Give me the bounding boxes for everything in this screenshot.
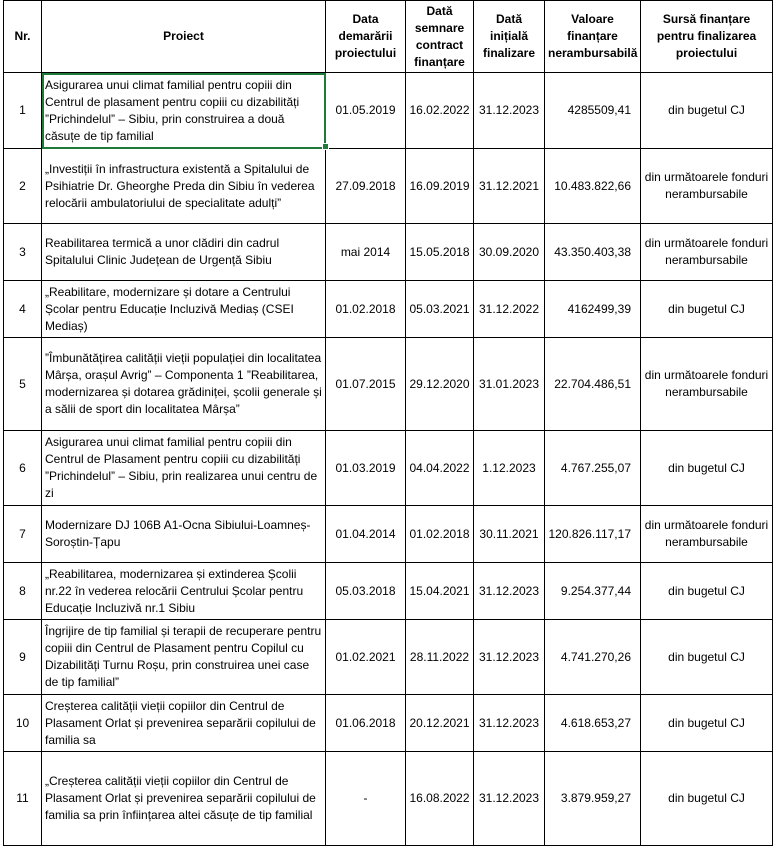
cell-valoare[interactable]: 3.879.959,27 bbox=[545, 752, 641, 846]
table-row bbox=[4, 431, 773, 506]
cell-data-semnare[interactable]: 20.12.2021 bbox=[406, 695, 474, 752]
cell-data-finalizare[interactable]: 31.01.2023 bbox=[474, 338, 545, 431]
cell-proiect[interactable]: Reabilitarea termică a unor clădiri din cadrul Spitalului Clinic Județean de Urgență Sibiu bbox=[42, 224, 326, 281]
cell-data-finalizare[interactable]: 31.12.2023 bbox=[474, 563, 545, 620]
header-sursa[interactable]: Sursă finanțare pentru finalizarea proiectului bbox=[641, 1, 773, 73]
cell-data-semnare[interactable]: 29.12.2020 bbox=[406, 338, 474, 431]
cell-sursa[interactable]: din următoarele fonduri nerambursabile bbox=[641, 149, 773, 224]
cell-nr[interactable]: 1 bbox=[4, 73, 42, 149]
cell-data-semnare[interactable]: 04.04.2022 bbox=[406, 431, 474, 506]
cell-data-finalizare[interactable]: 31.12.2022 bbox=[474, 281, 545, 338]
header-row bbox=[4, 1, 773, 73]
cell-data-semnare[interactable]: 05.03.2021 bbox=[406, 281, 474, 338]
cell-proiect[interactable]: ”Îmbunătățirea calității vieții populației din localitatea Mârșa, orașul Avrig” – Componenta 1 ”Reabilitarea, modernizarea și dotarea grădiniței, școlii generale și a sălii de sport din localitatea Mârșa” bbox=[42, 338, 326, 431]
cell-sursa[interactable]: din următoarele fonduri nerambursabile bbox=[641, 224, 773, 281]
cell-valoare[interactable]: 4.618.653,27 bbox=[545, 695, 641, 752]
cell-data-finalizare[interactable]: 1.12.2023 bbox=[474, 431, 545, 506]
table-row bbox=[4, 224, 773, 281]
cell-data-finalizare[interactable]: 31.12.2023 bbox=[474, 752, 545, 846]
header-data-demararii[interactable]: Data demarării proiectului bbox=[326, 1, 406, 73]
cell-sursa[interactable]: din bugetul CJ bbox=[641, 695, 773, 752]
cell-data-demararii[interactable]: mai 2014 bbox=[326, 224, 406, 281]
cell-data-finalizare[interactable]: 31.12.2023 bbox=[474, 695, 545, 752]
header-data-semnare[interactable]: Dată semnare contract finanțare bbox=[406, 1, 474, 73]
cell-proiect[interactable]: „Investiții în infrastructura existentă a Spitalului de Psihiatrie Dr. Gheorghe Preda din Sibiu în vederea relocării ambulatoriului de specialitate adulți” bbox=[42, 149, 326, 224]
cell-valoare[interactable]: 4285509,41 bbox=[545, 73, 641, 149]
cell-data-finalizare[interactable]: 30.09.2020 bbox=[474, 224, 545, 281]
cell-proiect[interactable]: „Reabilitare, modernizare și dotare a Centrului Școlar pentru Educație Incluzivă Mediaș (CSEI Mediaș) bbox=[42, 281, 326, 338]
header-data-finalizare[interactable]: Dată inițială finalizare bbox=[474, 1, 545, 73]
cell-data-semnare[interactable]: 01.02.2018 bbox=[406, 506, 474, 563]
cell-sursa[interactable]: din bugetul CJ bbox=[641, 281, 773, 338]
cell-nr[interactable]: 6 bbox=[4, 431, 42, 506]
table-row bbox=[4, 73, 773, 149]
cell-sursa[interactable]: din următoarele fonduri nerambursabile bbox=[641, 338, 773, 431]
cell-nr[interactable]: 4 bbox=[4, 281, 42, 338]
table-row bbox=[4, 695, 773, 752]
cell-data-semnare[interactable]: 15.05.2018 bbox=[406, 224, 474, 281]
cell-data-demararii[interactable]: 01.07.2015 bbox=[326, 338, 406, 431]
header-proiect[interactable]: Proiect bbox=[42, 1, 326, 73]
cell-valoare[interactable]: 22.704.486,51 bbox=[545, 338, 641, 431]
header-valoare[interactable]: Valoare finanțare nerambursabilă bbox=[545, 1, 641, 73]
cell-sursa[interactable]: din bugetul CJ bbox=[641, 73, 773, 149]
table-row bbox=[4, 563, 773, 620]
cell-valoare[interactable]: 4162499,39 bbox=[545, 281, 641, 338]
cell-valoare[interactable]: 10.483.822,66 bbox=[545, 149, 641, 224]
cell-data-demararii[interactable]: 01.02.2018 bbox=[326, 281, 406, 338]
cell-proiect[interactable]: „Creșterea calității vieții copiilor din Centrul de Plasament Orlat și prevenirea separării copilului de familia sa prin înființarea altei căsuțe de tip familial bbox=[42, 752, 326, 846]
cell-proiect[interactable]: Modernizare DJ 106B A1-Ocna Sibiului-Loamneș-Soroștin-Țapu bbox=[42, 506, 326, 563]
cell-data-finalizare[interactable]: 31.12.2023 bbox=[474, 620, 545, 695]
cell-data-semnare[interactable]: 16.09.2019 bbox=[406, 149, 474, 224]
cell-nr[interactable]: 5 bbox=[4, 338, 42, 431]
cell-nr[interactable]: 7 bbox=[4, 506, 42, 563]
cell-data-semnare[interactable]: 15.04.2021 bbox=[406, 563, 474, 620]
cell-proiect[interactable]: Creșterea calității vieții copiilor din Centrul de Plasament Orlat și prevenirea separării copilului de familia sa bbox=[42, 695, 326, 752]
cell-valoare[interactable]: 43.350.403,38 bbox=[545, 224, 641, 281]
cell-data-demararii[interactable]: 01.04.2014 bbox=[326, 506, 406, 563]
cell-sursa[interactable]: din bugetul CJ bbox=[641, 752, 773, 846]
projects-table bbox=[3, 0, 773, 846]
cell-data-demararii[interactable]: 01.03.2019 bbox=[326, 431, 406, 506]
cell-data-semnare[interactable]: 28.11.2022 bbox=[406, 620, 474, 695]
cell-data-demararii[interactable]: 05.03.2018 bbox=[326, 563, 406, 620]
cell-valoare[interactable]: 9.254.377,44 bbox=[545, 563, 641, 620]
cell-nr[interactable]: 3 bbox=[4, 224, 42, 281]
cell-nr[interactable]: 10 bbox=[4, 695, 42, 752]
cell-data-finalizare[interactable]: 30.11.2021 bbox=[474, 506, 545, 563]
header-nr[interactable]: Nr. bbox=[4, 1, 42, 73]
cell-nr[interactable]: 2 bbox=[4, 149, 42, 224]
cell-proiect[interactable]: „Reabilitarea, modernizarea și extinderea Școlii nr.22 în vederea relocării Centrului Școlar pentru Educație Incluzivă nr.1 Sibiu bbox=[42, 563, 326, 620]
cell-nr[interactable]: 11 bbox=[4, 752, 42, 846]
cell-data-demararii[interactable]: 27.09.2018 bbox=[326, 149, 406, 224]
cell-data-demararii[interactable]: 01.02.2021 bbox=[326, 620, 406, 695]
cell-sursa[interactable]: din următoarele fonduri nerambursabile bbox=[641, 506, 773, 563]
cell-nr[interactable]: 9 bbox=[4, 620, 42, 695]
cell-sursa[interactable]: din bugetul CJ bbox=[641, 431, 773, 506]
cell-valoare[interactable]: 4.767.255,07 bbox=[545, 431, 641, 506]
cell-data-finalizare[interactable]: 31.12.2023 bbox=[474, 73, 545, 149]
cell-data-semnare[interactable]: 16.02.2022 bbox=[406, 73, 474, 149]
cell-data-finalizare[interactable]: 31.12.2021 bbox=[474, 149, 545, 224]
table-row bbox=[4, 506, 773, 563]
cell-data-demararii[interactable]: 01.06.2018 bbox=[326, 695, 406, 752]
table-row bbox=[4, 620, 773, 695]
table-row bbox=[4, 149, 773, 224]
cell-nr[interactable]: 8 bbox=[4, 563, 42, 620]
cell-proiect[interactable]: Asigurarea unui climat familial pentru copiii din Centrul de Plasament pentru copiii cu dizabilități ”Prichindelul” – Sibiu, prin realizarea unui centru de zi bbox=[42, 431, 326, 506]
cell-data-demararii[interactable]: - bbox=[326, 752, 406, 846]
cell-sursa[interactable]: din bugetul CJ bbox=[641, 620, 773, 695]
cell-sursa[interactable]: din bugetul CJ bbox=[641, 563, 773, 620]
cell-valoare[interactable]: 120.826.117,17 bbox=[545, 506, 641, 563]
cell-proiect[interactable]: Asigurarea unui climat familial pentru copiii din Centrul de plasament pentru copiii cu dizabilități ”Prichindelul” – Sibiu, prin construirea a două căsuțe de tip familial bbox=[42, 73, 326, 149]
table-row bbox=[4, 281, 773, 338]
cell-proiect[interactable]: Îngrijire de tip familial și terapii de recuperare pentru copiii din Centrul de Plasament pentru Copilul cu Dizabilități Turnu Roșu, prin construirea unei case de tip familial” bbox=[42, 620, 326, 695]
table-row bbox=[4, 338, 773, 431]
cell-data-demararii[interactable]: 01.05.2019 bbox=[326, 73, 406, 149]
selection-fill-handle[interactable] bbox=[322, 143, 329, 150]
cell-data-semnare[interactable]: 16.08.2022 bbox=[406, 752, 474, 846]
cell-valoare[interactable]: 4.741.270,26 bbox=[545, 620, 641, 695]
table-row bbox=[4, 752, 773, 846]
